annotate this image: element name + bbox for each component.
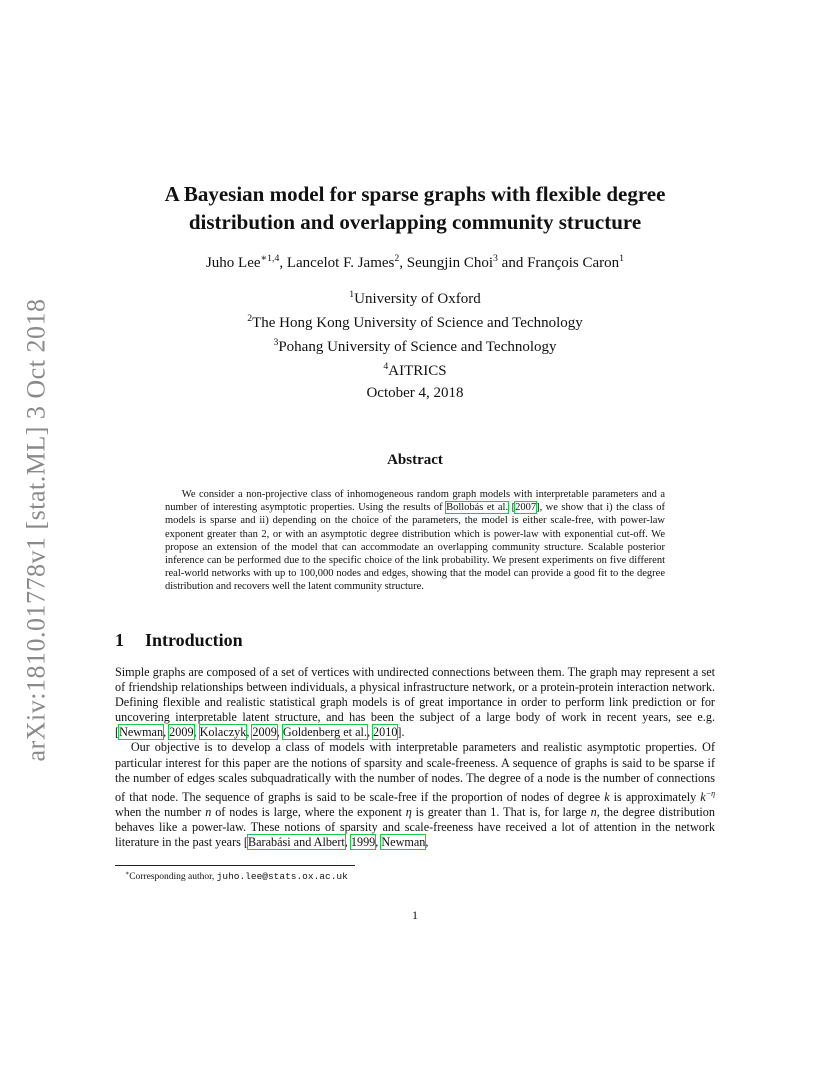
section-number: 1 <box>115 630 124 650</box>
text-run: , <box>163 725 170 740</box>
affiliation-name: The Hong Kong University of Science and Technology <box>252 315 583 331</box>
abstract-text <box>165 488 665 594</box>
author-separator: , <box>279 255 287 271</box>
paragraph <box>115 665 715 740</box>
paragraph <box>115 740 715 850</box>
arxiv-stamp-text: arXiv:1810.01778v1 [stat.ML] 3 Oct 2018 <box>21 298 51 762</box>
text-run: , <box>366 725 374 740</box>
citation-link[interactable]: Newman <box>119 725 164 740</box>
abstract-text-run: We consider a non-projective class of inhomogeneous random graph models with interpretable parameters and a number of interesting asymptotic properties. Using the results of <box>165 489 665 514</box>
author-name: Seungjin Choi <box>406 255 494 271</box>
text-run: , the degree distribution behaves like a power-law. These notions of sparsity and scale-freeness have received a lot of attention in the network literature in the past years [ <box>115 804 715 850</box>
author-name: Juho Lee <box>205 255 261 271</box>
affiliation-mark: 2 <box>247 313 253 324</box>
footnote-rule <box>115 865 355 866</box>
abstract-text-run: ], we show that i) the class of models is sparse and ii) depending on the choice of the parameters, the model is either scale-free, with power-law exponent greater than 2, or with an asymptotic degree distribution which is power-law with exponential cut-off. We propose an extension of the model that can accommodate an overlapping community structure. Scalable posterior inference can be performed due to the specific choice of the link probability. We present experiments on five different real-world networks with up to 100,000 nodes and edges, showing that the model can provide a good fit to the degree distribution and recovers well the latent community structure. <box>165 502 665 593</box>
footnote-mark: ∗ <box>125 871 130 877</box>
author-separator: , <box>399 255 407 271</box>
citation-link[interactable]: Barabási and Albert <box>248 835 345 850</box>
text-run: Our objective is to develop a class of models with interpretable parameters and realistic asymptotic properties. Of particular interest for this paper are the notions of sparsity and scale-freeness. A sequence of graphs is said to be sparse if the number of edges scales subquadratically with the number of nodes. The degree of a node is the number of connections of that node. The sequence of graphs is said to be scale-free if the proportion of nodes of degree <box>115 740 715 804</box>
footnote-text: Corresponding author, <box>129 872 217 883</box>
corresponding-email: juho.lee@stats.ox.ac.uk <box>216 871 348 883</box>
math-symbol: n <box>205 804 212 819</box>
abstract-heading: Abstract <box>387 452 443 468</box>
text-run: , <box>344 835 351 850</box>
math-symbol: η <box>405 804 412 819</box>
text-run: , <box>193 725 200 740</box>
citation-link[interactable]: 1999 <box>350 835 376 850</box>
section-heading <box>115 630 243 651</box>
text-run: is greater than 1. That is, for large <box>411 804 591 819</box>
affiliation-mark: 3 <box>273 337 279 348</box>
author-name: François Caron <box>527 255 620 271</box>
paper-title <box>115 180 715 236</box>
affiliation-mark: 4 <box>383 361 389 372</box>
affiliation-list <box>115 285 715 381</box>
section-title: Introduction <box>145 630 243 650</box>
citation-link[interactable]: 2009 <box>169 725 194 740</box>
title-line-2: distribution and overlapping community structure <box>188 210 642 234</box>
author-list <box>115 253 715 272</box>
title-line-1: A Bayesian model for sparse graphs with flexible degree <box>164 182 666 206</box>
author-separator: and <box>497 255 528 271</box>
affiliation-name: AITRICS <box>388 363 447 379</box>
text-run: when the number <box>115 804 206 819</box>
affiliation-name: Pohang University of Science and Technology <box>278 339 557 355</box>
text-run: Simple graphs are composed of a set of vertices with undirected connections between them. The graph may represent a set of friendship relationships between individuals, a physical infrastructure network, or a protein-protein interaction network. Defining flexible and realistic statistical graph models is of great importance in order to perform link prediction or for uncovering interpretable latent structure, and has been the subject of a large body of work in recent years, see e.g. [ <box>115 665 715 740</box>
author-name: Lancelot F. James <box>286 255 395 271</box>
section-body <box>115 665 715 850</box>
affiliation <box>115 333 715 357</box>
author-affil-mark: 2 <box>394 253 400 264</box>
citation-link[interactable]: Kolaczyk <box>199 725 247 740</box>
citation-link[interactable]: 2007 <box>515 502 537 514</box>
abstract-text-run: [ <box>508 502 516 514</box>
citation-link[interactable]: Bollobás et al. <box>446 502 509 514</box>
author-affil-mark: 3 <box>493 253 498 264</box>
author-affil-mark: 1 <box>619 253 625 264</box>
affiliation <box>115 309 715 333</box>
author-affil-mark: ∗1,4 <box>260 253 280 264</box>
math-symbol: k <box>700 789 706 804</box>
math-symbol: n <box>590 804 597 819</box>
text-run: , <box>425 835 429 850</box>
text-run: , <box>375 835 382 850</box>
citation-link[interactable]: Goldenberg et al. <box>282 725 367 740</box>
text-run: , <box>246 725 253 740</box>
citation-link[interactable]: 2010 <box>373 725 398 740</box>
math-symbol: k <box>604 789 610 804</box>
affiliation <box>115 285 715 309</box>
page-number: 1 <box>412 908 418 922</box>
citation-link[interactable]: Newman <box>381 835 426 850</box>
math-exponent: −η <box>705 788 715 798</box>
text-run: ]. <box>397 725 405 740</box>
text-run: of nodes is large, where the exponent <box>211 804 406 819</box>
footnote <box>125 870 348 882</box>
affiliation-mark: 1 <box>349 289 355 300</box>
affiliation <box>115 357 715 381</box>
arxiv-identifier-stamp <box>18 290 54 770</box>
text-run: is approximately <box>609 789 701 804</box>
affiliation-name: University of Oxford <box>354 291 481 307</box>
citation-link[interactable]: 2009 <box>252 725 277 740</box>
publication-date: October 4, 2018 <box>366 385 464 401</box>
text-run: , <box>276 725 283 740</box>
